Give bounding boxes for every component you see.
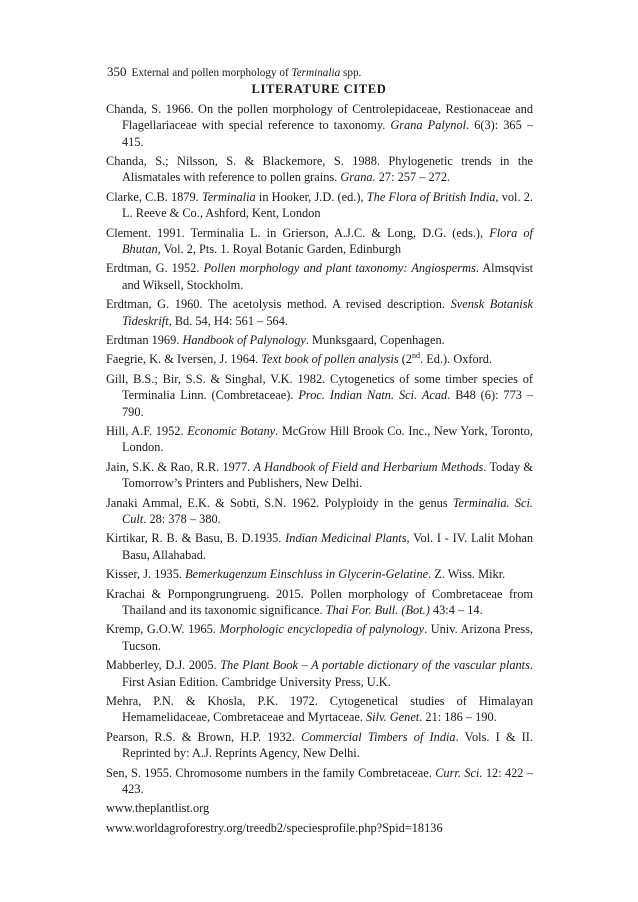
running-head-genus: Terminalia	[291, 67, 341, 79]
reference-italic-text: Grana Palynol	[390, 118, 467, 133]
reference-text: . Today & Tomorrow’s Printers and Publishers, New Delhi.	[122, 459, 534, 491]
reference-text: . 28: 378 – 380.	[143, 511, 221, 526]
reference-text: in Hooker, J.D. (ed.),	[255, 189, 367, 204]
reference-italic-text: Svensk Botanisk Tideskrift	[122, 297, 533, 328]
reference-entry	[106, 189, 533, 222]
reference-italic-text: Grana.	[340, 170, 376, 185]
reference-text: . Z. Wiss. Mikr.	[428, 567, 506, 582]
reference-url	[106, 800, 533, 816]
reference-text: . 6(3): 365 – 415.	[122, 118, 533, 149]
reference-text: Hill, A.F. 1952.	[106, 424, 188, 439]
reference-url	[106, 820, 533, 836]
reference-text: Faegrie, K. & Iversen, J. 1964.	[106, 352, 262, 367]
reference-italic-text: A Handbook of Field and Herbarium Methods	[253, 459, 484, 474]
reference-entry	[106, 332, 533, 348]
section-title: LITERATURE CITED	[251, 82, 387, 96]
reference-italic-text: Proc. Indian Natn. Sci. Acad	[298, 388, 448, 403]
reference-text: Erdtman, G. 1960. The acetolysis method. A revised description.	[106, 297, 451, 312]
reference-text: . 21: 186 – 190.	[419, 710, 497, 725]
reference-text: Mehra, P.N. & Khosla, P.K. 1972. Cytogenetical studies of Himalayan Hemamelidaceae, Combretaceae and Myrtaceae.	[106, 693, 533, 725]
reference-text: . Vols. I & II. Reprinted by: A.J. Reprints Agency, New Delhi.	[122, 729, 533, 761]
reference-text: . Almsqvist and Wiksell, Stockholm.	[122, 261, 533, 292]
reference-text: . McGrow Hill Brook Co. Inc., New York, Toronto, London.	[122, 424, 533, 455]
reference-text: Kisser, J. 1935.	[106, 567, 186, 582]
reference-text: , Bd. 54, H4: 561 – 564.	[168, 313, 288, 328]
reference-italic-text: Terminalia. Sci. Cult	[122, 495, 533, 526]
reference-text: Krachai & Pornpongrungrueng. 2015. Pollen morphology of Combretaceae from Thailand and its taxonomic significance.	[106, 586, 533, 617]
running-head	[107, 64, 361, 80]
reference-italic-text: Silv. Genet	[366, 710, 420, 725]
reference-text: Vol. 2, Pts. 1. Royal Botanic Garden, Edinburgh	[160, 241, 402, 256]
reference-italic-text: Terminalia	[201, 189, 256, 204]
reference-text: 27: 257 – 272.	[375, 170, 451, 185]
reference-italic-text: Handbook of Palynology	[182, 332, 306, 347]
reference-text: 12: 422 – 423.	[122, 765, 533, 796]
running-head-text: External and pollen morphology of	[131, 67, 292, 79]
reference-text: (2	[398, 352, 413, 367]
reference-entry	[106, 351, 533, 367]
reference-text: Vol. I - IV. Lalit Mohan Basu, Allahabad.	[122, 531, 534, 562]
page-number: 350	[107, 64, 127, 79]
reference-entry	[106, 530, 533, 563]
reference-entry	[106, 657, 533, 690]
reference-entry	[106, 621, 533, 654]
reference-text: Pearson, R.S. & Brown, H.P. 1932.	[106, 729, 302, 744]
reference-italic-text: Flora of Bhutan,	[122, 225, 533, 256]
reference-entry	[106, 729, 533, 762]
reference-entry	[106, 693, 533, 726]
reference-italic-text: Commercial Timbers of India	[301, 729, 456, 744]
reference-text: . First Asian Edition. Cambridge University Press, U.K.	[122, 658, 533, 689]
reference-list	[106, 101, 533, 839]
reference-text: Erdtman 1969.	[106, 332, 183, 347]
reference-text: Janaki Ammal, E.K. & Sobti, S.N. 1962. Polyploidy in the genus	[106, 495, 453, 510]
reference-italic-text: Thai For. Bull. (Bot.)	[325, 602, 430, 617]
reference-text: . Ed.). Oxford.	[420, 352, 493, 367]
reference-text: Sen, S. 1955. Chromosome numbers in the family Combretaceae.	[106, 765, 436, 780]
reference-entry	[106, 566, 533, 582]
reference-entry	[106, 765, 533, 798]
reference-text: Clarke, C.B. 1879.	[106, 189, 202, 204]
reference-italic-text: Bemerkugenzum Einschluss in Glycerin-Gelatine	[185, 567, 429, 582]
reference-italic-text: Text book of pollen analysis	[261, 352, 399, 367]
reference-text: Chanda, S. 1966. On the pollen morphology of Centrolepidaceae, Restionaceae and Flagellariaceae with special reference to taxonomy.	[106, 102, 533, 133]
reference-text: Kirtikar, R. B. & Basu, B. D.1935.	[106, 531, 286, 546]
reference-text: www.theplantlist.org	[106, 801, 210, 816]
reference-text: Clement. 1991. Terminalia L. in Grierson, A.J.C. & Long, D.G. (eds.),	[106, 225, 490, 240]
reference-italic-text: Pollen morphology and plant taxonomy: Angiosperms	[203, 261, 476, 276]
reference-text: Jain, S.K. & Rao, R.R. 1977.	[106, 459, 254, 474]
reference-entry	[106, 101, 533, 150]
reference-entry	[106, 225, 533, 258]
reference-italic-text: The Plant Book – A portable dictionary of the vascular plants	[220, 658, 530, 673]
reference-entry	[106, 260, 533, 293]
reference-text: . Munksgaard, Copenhagen.	[305, 332, 445, 347]
reference-entry	[106, 459, 533, 492]
reference-entry	[106, 495, 533, 528]
reference-italic-text: Morphologic encyclopedia of palynology	[219, 622, 425, 637]
reference-text: . Univ. Arizona Press, Tucson.	[122, 622, 533, 653]
reference-italic-text: Economic Botany	[187, 424, 276, 439]
reference-entry	[106, 423, 533, 456]
reference-italic-text: The Flora of British India	[366, 189, 496, 204]
reference-text: . B48 (6): 773 – 790.	[122, 388, 534, 419]
reference-text: Chanda, S.; Nilsson, S. & Blackemore, S. 1988. Phylogenetic trends in the Alismatales with reference to pollen grains.	[106, 154, 533, 185]
reference-text: Gill, B.S.; Bir, S.S. & Singhal, V.K. 1982. Cytogenetics of some timber species of Terminalia Linn. (Combretaceae).	[106, 371, 533, 403]
running-head-suffix: spp.	[340, 67, 362, 79]
reference-italic-text: Curr. Sci.	[435, 765, 483, 780]
reference-entry	[106, 153, 533, 186]
reference-entry	[106, 371, 533, 420]
reference-superscript: nd	[412, 351, 421, 361]
reference-entry	[106, 586, 533, 619]
reference-text: , vol. 2. L. Reeve & Co., Ashford, Kent, London	[122, 189, 533, 221]
reference-text: www.worldagroforestry.org/treedb2/speciesprofile.php?Spid=18136	[106, 820, 443, 835]
reference-text: 43:4 – 14.	[429, 602, 483, 617]
reference-entry	[106, 296, 533, 329]
reference-text: Erdtman, G. 1952.	[106, 261, 204, 276]
reference-italic-text: Indian Medicinal Plants,	[285, 531, 410, 546]
reference-text: Mabberley, D.J. 2005.	[106, 658, 221, 673]
reference-text: Kremp, G.O.W. 1965.	[106, 622, 220, 637]
